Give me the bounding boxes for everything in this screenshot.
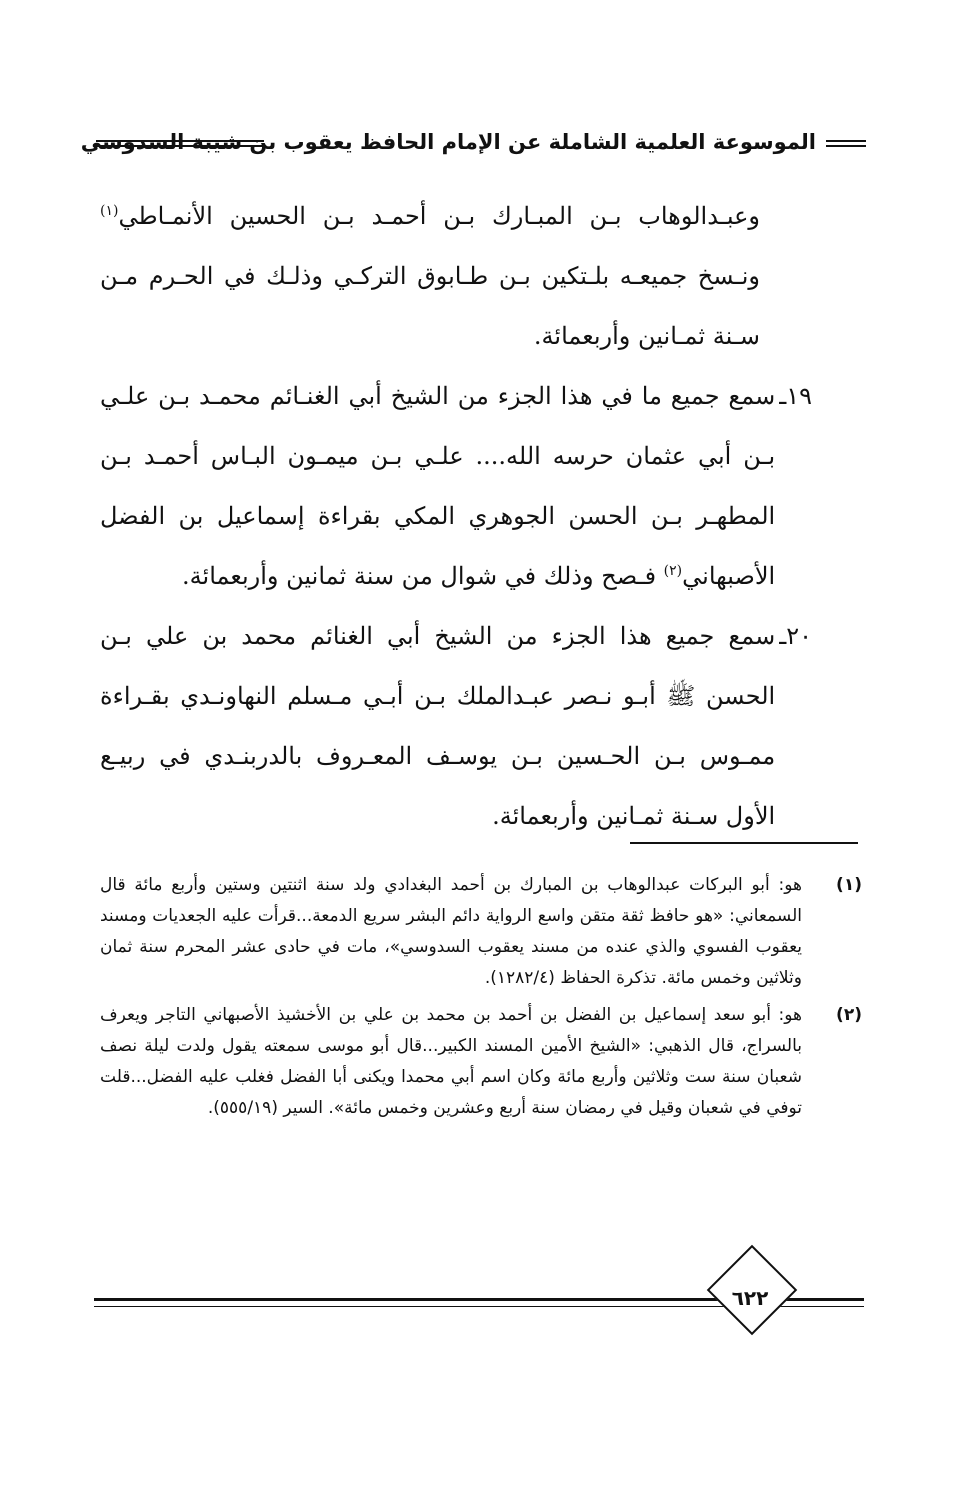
running-header (80, 128, 866, 162)
page-footer (94, 1270, 864, 1360)
intro-text-a: وعبـدالوهاب بـن المبـارك بـن أحمـد بـن الحسين الأنمـاطي (118, 202, 760, 230)
intro-text-b: ونـسخ جميعـه بلـتكين بـن طـابوق التركـي وذلـك في الحـرم مـن سـنة ثمـانين وأربعمائة. (100, 262, 760, 350)
footnotes (100, 870, 862, 1130)
main-text (100, 186, 812, 846)
item-19-text-b: فـصح وذلك في شوال من سنة ثمانين وأربعمائة. (182, 562, 664, 590)
footnote-number: (٢) (836, 1005, 862, 1025)
footnote-2 (100, 1000, 862, 1124)
footnote-1 (100, 870, 862, 994)
footnote-ref-1: (١) (100, 203, 119, 219)
item-number: ٢٠ـ (779, 622, 812, 650)
item-text (100, 366, 775, 606)
list-item-20 (100, 606, 812, 846)
header-rule-right (826, 140, 866, 147)
list-item-19 (100, 366, 812, 606)
header-rule-left (96, 140, 264, 147)
page-number: ٦٢٢ (731, 1286, 769, 1310)
footnote-text: هو: أبو البركات عبدالوهاب بن المبارك بن أحمد البغدادي ولد سنة اثنتين وستين وأربع مائة قال السمعاني: «هو حافظ ثقة متقن واسع الرواية دائم البشر سريع الدمعة...قرأت عليه الجعديات ومسند يعقوب الفسوي والذي عنده من مسند يعقوب السدوسي»، مات في حادى عشر المحرم سنة ثمان وثلاثين وخمس مائة. تذكرة الحفاظ (١٢٨٢/٤). (100, 875, 802, 988)
footnote-number: (١) (836, 875, 862, 895)
item-19-text-a: سمع جميع ما في هذا الجزء من الشيخ أبي الغنـائم محمـد بـن علـي بـن أبي عثمان حرسه الله.... علـي بـن ميمـون البـاس أحمـد بـن المطهـر بـن الحسن الجوهري المكي بقراءة إسماعيل بن الفضل الأصبهاني (100, 382, 776, 590)
item-number: ١٩ـ (779, 382, 812, 410)
footnote-text: هو: أبو سعد إسماعيل بن الفضل بن أحمد بن محمد بن علي بن الأخشيذ الأصبهاني التاجر ويعرف بالسراج، قال الذهبي: «الشيخ الأمين المسند الكبير...قال أبو موسى سمعته يقول ولدت ليلة نصف شعبان سنة ست وثلاثين وأربع مائة وكان اسم أبي محمدا ويكنى أبا الفضل فغلب عليه الفضل...قلت توفي في شعبان وقيل في رمضان سنة أربع وعشرين وخمس مائة». السير (٥٥٥/١٩). (100, 1005, 802, 1118)
footnote-ref-2: (٢) (663, 563, 683, 579)
footnote-separator (630, 842, 858, 844)
item-20-text: سمع جميع هذا الجزء من الشيخ أبي الغنائم محمد بن علي بـن الحسن ﷺ أبـو نـصر عبـدالملك بـن أبـي مـسلم النهاونـدي بقـراءة ممـوس بـن الحـسين بـن يوسـف المعـروف بالدربنـدي في ربيـع الأول سـنة ثمـانين وأربعمائة. (100, 622, 776, 830)
header-title: الموسوعة العلمية الشاملة عن الإمام الحافظ يعقوب بن شيبة السدوسي (80, 130, 816, 154)
intro-paragraph (100, 186, 812, 366)
